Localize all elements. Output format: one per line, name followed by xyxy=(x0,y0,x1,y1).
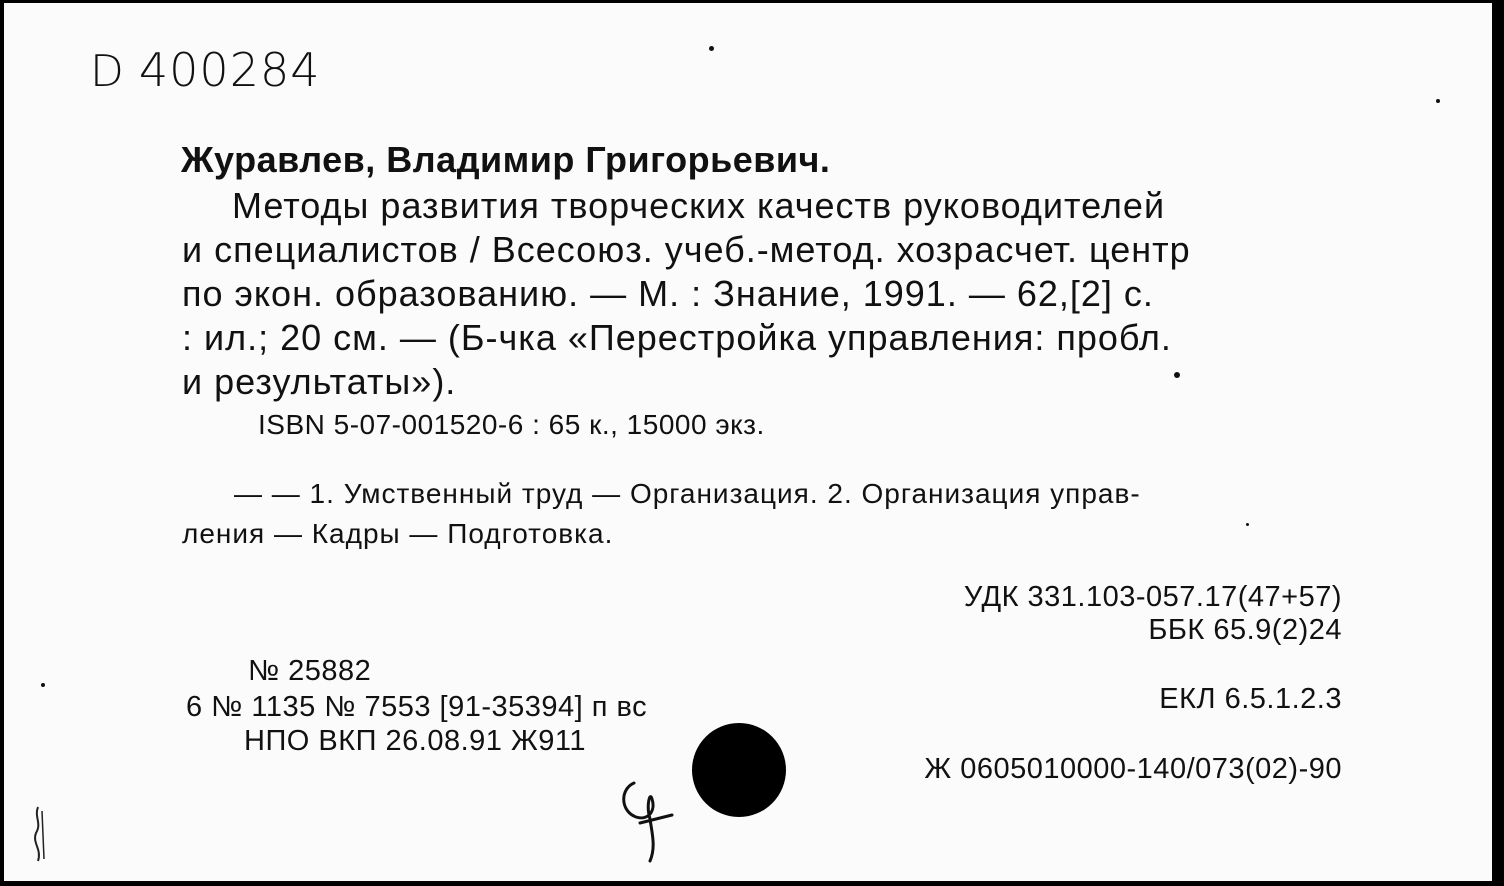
isbn-line: ISBN 5-07-001520-6 : 65 к., 15000 экз. xyxy=(258,409,765,440)
description-line-3: по экон. образованию. — М. : Знание, 1991. — 62,[2] с. xyxy=(182,273,1154,314)
speck xyxy=(709,46,714,51)
accession-line-3: НПО ВКП 26.08.91 Ж911 xyxy=(244,725,586,757)
description-line-4: : ил.; 20 см. — (Б-чка «Перестройка управления: пробл. xyxy=(182,317,1172,358)
accession-line-2: 6 № 1135 № 7553 [91-35394] п вс xyxy=(186,691,648,723)
author-heading: Журавлев, Владимир Григорьевич. xyxy=(181,139,831,180)
subject-line-1: — — 1. Умственный труд — Организация. 2. Организация управ- xyxy=(234,478,1141,509)
speck xyxy=(1436,99,1440,103)
edge-scribble-icon xyxy=(30,803,50,863)
speck xyxy=(1174,372,1180,378)
publisher-code: Ж 0605010000-140/073(02)-90 xyxy=(924,753,1342,785)
call-number-value: 400284 xyxy=(138,43,321,97)
ekl-code: ЕКЛ 6.5.1.2.3 xyxy=(1159,683,1342,715)
description-line-2: и специалистов / Всесоюз. учеб.-метод. хозрасчет. центр xyxy=(182,229,1191,270)
speck xyxy=(1246,523,1249,526)
call-number-prefix: D xyxy=(90,46,125,97)
catalog-card xyxy=(4,3,1492,881)
udk-code: УДК 331.103-057.17(47+57) xyxy=(963,581,1342,613)
accession-line-1: № 25882 xyxy=(248,655,372,687)
bbk-code: ББК 65.9(2)24 xyxy=(1148,614,1342,646)
speck xyxy=(41,683,45,687)
handwritten-mark-icon xyxy=(616,771,686,863)
description-line-5: и результаты»). xyxy=(182,361,457,402)
punch-hole xyxy=(692,723,786,817)
description-line-1: Методы развития творческих качеств руководителей xyxy=(232,185,1166,226)
call-number xyxy=(90,43,321,97)
subject-line-2: ления — Кадры — Подготовка. xyxy=(182,518,614,549)
